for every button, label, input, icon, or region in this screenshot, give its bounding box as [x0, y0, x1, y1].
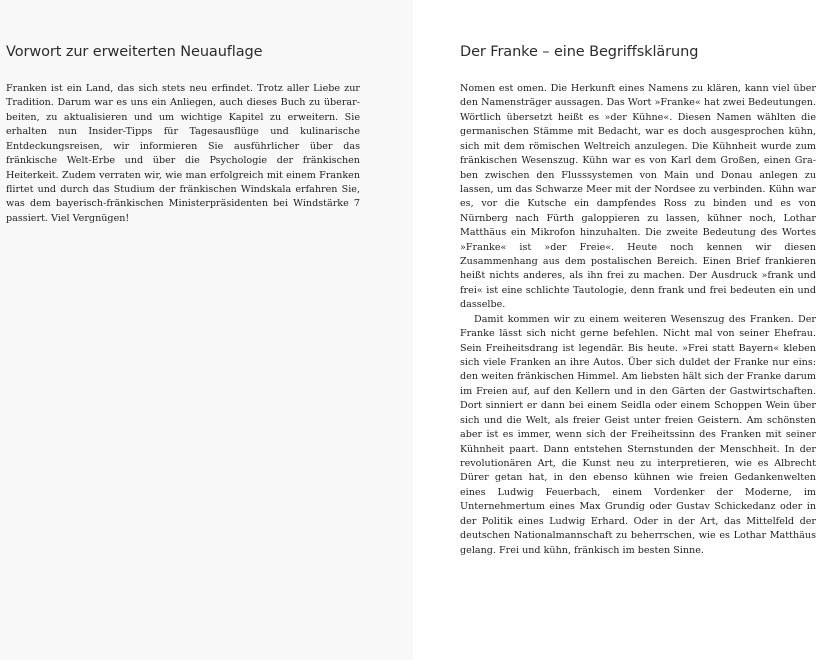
left-page-body	[6, 82, 360, 226]
right-page-heading: Der Franke – eine Begriffsklärung	[460, 44, 699, 60]
left-paragraph-1: Franken ist ein Land, das sich stets neu erfindet. Trotz aller Liebe zur Tradition. Darum war es uns ein Anliegen, auch dieses Buch zu überarbeiten, zu aktualisieren und um wichtige Kapitel zu erweitern. Sie erhalten nun Insider-Tipps für Tagesausflüge und kulinarische Entdeckungsreisen, wir informieren Sie ausführlicher über das fränkische Welt-Erbe und über die Psychologie der fränkischen Heiterkeit. Zudem verraten wir, wie man erfolgreich mit einem Franken flirtet und durch das Studium der fränkischen Windskala erfahren Sie, was dem bayerisch-fränkischen Ministerpräsidenten bei Windstärke 7 passiert. Viel Vergnügen!	[6, 83, 360, 224]
right-page	[413, 0, 826, 660]
right-page-body	[460, 82, 816, 558]
right-paragraph-2: Damit kommen wir zu einem weiteren Wesenszug des Franken. Der Franke lässt sich nicht gerne befehlen. Nicht mal von seiner Ehefrau. Sein Freiheitsdrang ist legendär. Bis heute. »Frei statt Bayern« kleben sich viele Franken an ihre Autos. Über sich duldet der Franke nur eins: den weiten fränkischen Himmel. Am liebsten hält sich der Franke darum im Freien auf, auf den Kellern und in den Gärten der Gastwirtschaften. Dort sinniert er dann bei einem Seidla oder einem Schoppen Wein über sich und die Welt, als freier Geist unter freien Geistern. Am schönsten aber ist es immer, wenn sich der Freiheitssinn des Franken mit seiner Kühnheit paart. Dann entstehen Sternstunden der Menschheit. In der revolutionären Art, die Kunst neu zu interpretieren, wie es Albrecht Dürer getan hat, in den ebenso kühnen wie freien Gedankenwelten eines Ludwig Feuerbach, einem Vordenker der Moderne, im Unternehmertum eines Max Grundig oder Gustav Schickedanz oder in der Politik eines Ludwig Erhard. Oder in der Art, das Mittelfeld der deutschen Nationalmannschaft zu beherrschen, wie es Lothar Matthäus gelang. Frei und kühn, fränkisch im besten Sinne.	[460, 313, 816, 556]
right-paragraph-1: Nomen est omen. Die Herkunft eines Namens zu klären, kann viel über den Namensträger aussagen. Das Wort »Franke« hat zwei Bedeutungen. Wörtlich übersetzt heißt es »der Kühne«. Diesen Namen wählten die germanischen Stämme mit Bedacht, war es doch ausgesprochen kühn, sich mit dem römischen Weltreich anzulegen. Die Kühnheit wurde zum fränkischen Wesenszug. Kühn war es von Karl dem Großen, einen Graben zwischen den Flusssystemen von Main und Donau anlegen zu lassen, um das Schwarze Meer mit der Nordsee zu verbinden. Kühn war es, vor die Kutsche ein dampfendes Ross zu binden und es von Nürnberg nach Fürth galoppieren zu lassen, kühner noch, Lothar Matthäus ein Mikrofon hinzuhalten. Die zweite Bedeutung des Wortes »Franke« ist »der Freie«. Heute noch kennen wir diesen Zusammenhang aus dem postalischen Bereich. Einen Brief frankieren heißt nichts anderes, als ihn frei zu machen. Der Ausdruck »frank und frei« ist eine schlichte Tautologie, denn frank und frei bedeuten ein und dasselbe.	[460, 83, 816, 311]
left-page-heading: Vorwort zur erweiterten Neuauflage	[6, 44, 263, 60]
